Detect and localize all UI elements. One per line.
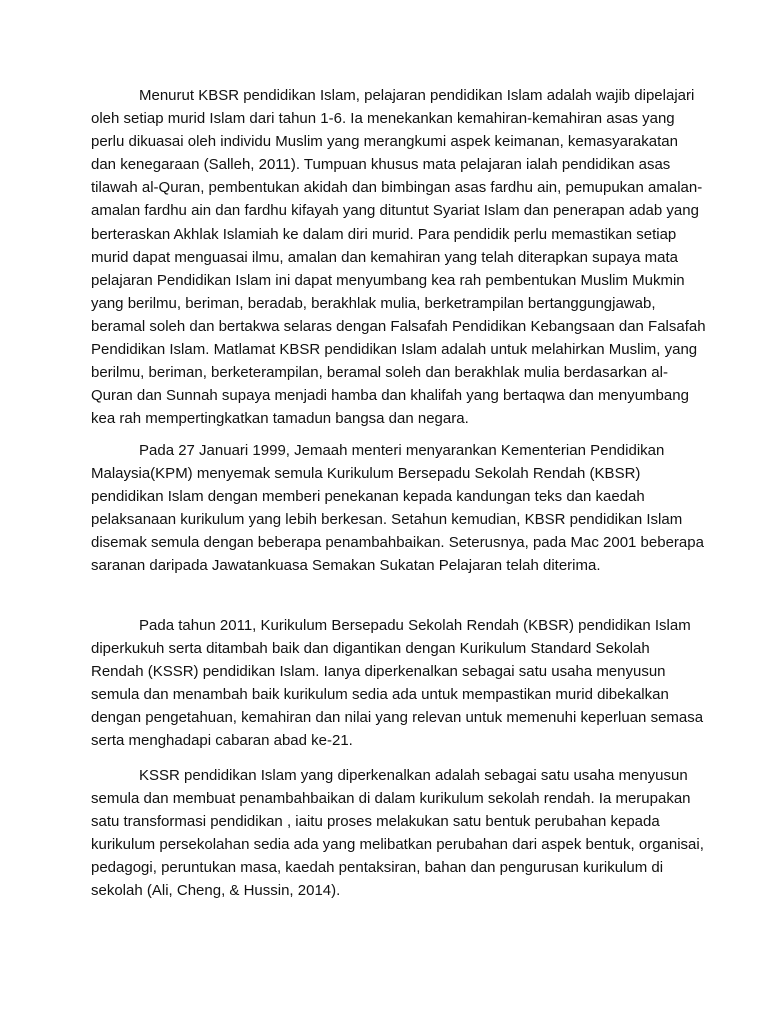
text-line: tilawah al-Quran, pembentukan akidah dan bimbingan asas fardhu ain, pemupukan amalan- bbox=[91, 179, 703, 197]
text-line: dengan pengetahuan, kemahiran dan nilai yang relevan untuk memenuhi keperluan semasa bbox=[91, 709, 704, 727]
paragraph-1 bbox=[91, 84, 706, 430]
text-line: KSSR pendidikan Islam yang diperkenalkan adalah sebagai satu usaha menyusun bbox=[139, 767, 688, 784]
text-line: Pada 27 Januari 1999, Jemaah menteri menyarankan Kementerian Pendidikan bbox=[139, 442, 665, 459]
text-line: semula dan menambah baik kurikulum sedia ada untuk mempastikan murid dibekalkan bbox=[91, 686, 669, 704]
text-line: satu transformasi pendidikan , iaitu proses melakukan satu bentuk perubahan kepada bbox=[91, 813, 660, 831]
paragraph-4 bbox=[91, 764, 704, 903]
text-line: Quran dan Sunnah supaya menjadi hamba dan khalifah yang bertaqwa dan menyumbang bbox=[91, 387, 689, 405]
text-line: Pendidikan Islam. Matlamat KBSR pendidikan Islam adalah untuk melahirkan Muslim, yang bbox=[91, 341, 698, 359]
paragraph-2 bbox=[91, 439, 704, 578]
text-line: serta menghadapi cabaran abad ke-21. bbox=[91, 732, 353, 750]
text-line: semula dan membuat penambahbaikan di dalam kurikulum sekolah rendah. Ia merupakan bbox=[91, 790, 691, 808]
text-line: berteraskan Akhlak Islamiah ke dalam diri murid. Para pendidik perlu memastikan setiap bbox=[91, 225, 677, 243]
paragraph-3 bbox=[91, 614, 704, 753]
text-line: dan kenegaraan (Salleh, 2011). Tumpuan khusus mata pelajaran ialah pendidikan asas bbox=[91, 156, 671, 174]
text-line: sekolah (Ali, Cheng, & Hussin, 2014). bbox=[91, 882, 341, 900]
text-line: perlu dikuasai oleh individu Muslim yang merangkumi aspek keimanan, kemasyarakatan bbox=[91, 133, 678, 151]
text-line: pedagogi, peruntukan masa, kaedah pentaksiran, bahan dan pengurusan kurikulum di bbox=[91, 859, 664, 877]
text-line: oleh setiap murid Islam dari tahun 1-6. Ia menekankan kemahiran-kemahiran asas yang bbox=[91, 110, 675, 128]
text-line: berilmu, beriman, berketerampilan, beramal soleh dan berakhlak mulia berdasarkan al- bbox=[91, 364, 668, 382]
text-line: diperkukuh serta ditambah baik dan digantikan dengan Kurikulum Standard Sekolah bbox=[91, 640, 650, 658]
text-line: disemak semula dengan beberapa penambahbaikan. Seterusnya, pada Mac 2001 beberapa bbox=[91, 534, 704, 552]
text-line: yang berilmu, beriman, beradab, berakhlak mulia, berketrampilan bertanggungjawab, bbox=[91, 294, 656, 312]
text-line: kurikulum persekolahan sedia ada yang melibatkan perubahan dari aspek bentuk, organisai, bbox=[91, 836, 704, 854]
text-line: pelajaran Pendidikan Islam ini dapat menyumbang kea rah pembentukan Muslim Mukmin bbox=[91, 271, 685, 289]
text-line: Rendah (KSSR) pendidikan Islam. Ianya diperkenalkan sebagai satu usaha menyusun bbox=[91, 663, 666, 681]
text-line: Menurut KBSR pendidikan Islam, pelajaran pendidikan Islam adalah wajib dipelajari bbox=[139, 87, 695, 104]
text-line: Pada tahun 2011, Kurikulum Bersepadu Sekolah Rendah (KBSR) pendidikan Islam bbox=[139, 617, 691, 634]
text-line: pelaksanaan kurikulum yang lebih berkesan. Setahun kemudian, KBSR pendidikan Islam bbox=[91, 511, 683, 529]
text-line: beramal soleh dan bertakwa selaras dengan Falsafah Pendidikan Kebangsaan dan Falsafah bbox=[91, 317, 706, 335]
text-line: murid dapat menguasai ilmu, amalan dan kemahiran yang telah diterapkan supaya mata bbox=[91, 248, 679, 266]
text-line: amalan fardhu ain dan fardhu kifayah yang dituntut Syariat Islam dan penerapan adab yang bbox=[91, 202, 699, 220]
text-line: saranan daripada Jawatankuasa Semakan Sukatan Pelajaran telah diterima. bbox=[91, 557, 601, 575]
text-line: kea rah mempertingkatkan tamadun bangsa dan negara. bbox=[91, 410, 469, 428]
text-line: Malaysia(KPM) menyemak semula Kurikulum Bersepadu Sekolah Rendah (KBSR) bbox=[91, 465, 641, 483]
text-line: pendidikan Islam dengan memberi penekanan kepada kandungan teks dan kaedah bbox=[91, 488, 645, 506]
